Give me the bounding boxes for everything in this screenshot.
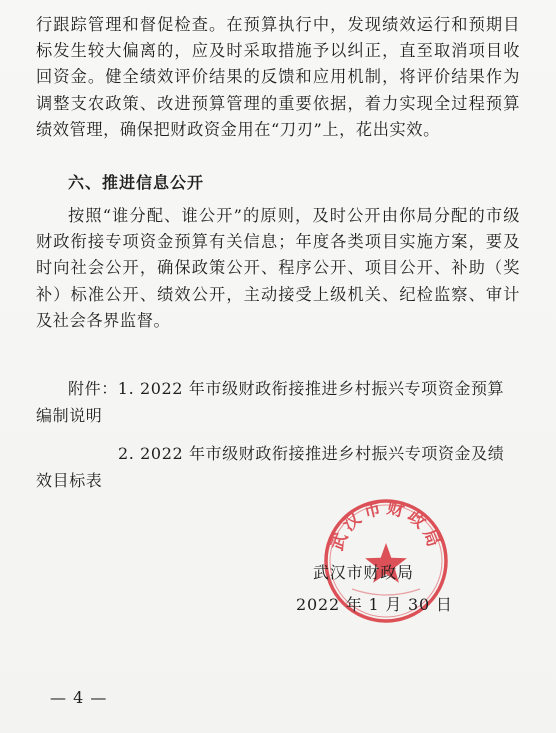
issuing-organization: 武汉市财政局 — [313, 563, 414, 582]
attachment-2: 2. 2022 年市级财政衔接推进乡村振兴专项资金及绩 — [118, 444, 505, 463]
attachment-2-continued: 效目标表 — [36, 471, 103, 490]
body-paragraph-2: 按照“谁分配、谁公开”的原则，及时公开由你局分配的市级财政衔接专项资金预算有关信息；年度各类项目实施方案，要及时向社会公开，确保政策公开、程序公开、项目公开、补助（奖补）标准公开、绩效公开，主动接受上级机关、纪检监察、审计及社会各界监督。 — [36, 206, 520, 330]
attachment-1: 附件：1. 2022 年市级财政衔接推进乡村振兴专项资金预算 — [68, 379, 505, 398]
issue-date: 2022 年 1 月 30 日 — [296, 595, 453, 614]
attachment-1-continued: 编制说明 — [36, 406, 103, 425]
body-paragraph-1: 行跟踪管理和督促检查。在预算执行中，发现绩效运行和预期目标发生较大偏离的，应及时采取措施予以纠正，直至取消项目收回资金。健全绩效评价结果的反馈和应用机制，将评价结果作为调整支农政策、改进预算管理的重要依据，着力实现全过程预算绩效管理，确保把财政资金用在“刀刃”上，花出实效。 — [36, 15, 520, 139]
page-number: — 4 — — [50, 688, 108, 707]
seal-text: 武汉市财政局 — [327, 498, 445, 554]
section-heading-6: 六、推进信息公开 — [68, 173, 205, 192]
